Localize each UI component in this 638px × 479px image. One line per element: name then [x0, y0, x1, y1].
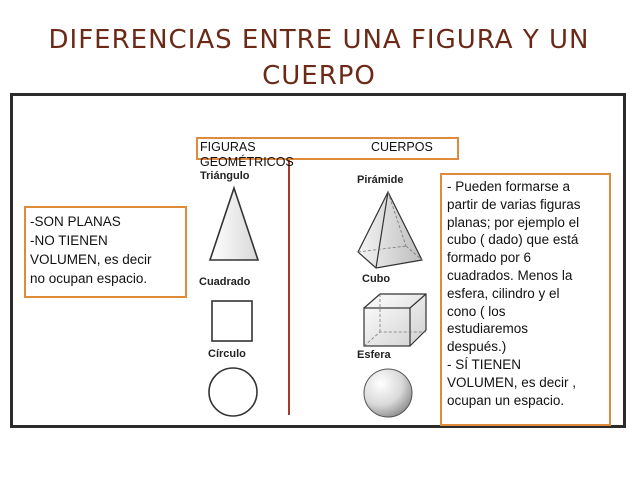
sphere-label: Esfera: [357, 349, 391, 361]
bodies-note-line: formado por 6: [447, 250, 532, 266]
title-line-1: DIFERENCIAS ENTRE UNA FIGURA Y UN CUERPO: [48, 25, 590, 92]
bodies-note-line: después.): [447, 339, 507, 355]
figures-note-line: -SON PLANAS: [30, 214, 121, 229]
bodies-note-line: VOLUMEN, es decir ,: [447, 374, 577, 390]
cube-label: Cubo: [362, 273, 391, 285]
triangle-label: Triángulo: [200, 170, 250, 182]
bodies-note-line: ocupan un espacio.: [447, 392, 565, 408]
bodies-note-line: - SÍ TIENEN: [447, 356, 522, 372]
figures-note-line: no ocupan espacio.: [30, 271, 148, 286]
square-icon: [210, 299, 256, 345]
triangle-icon: [204, 186, 264, 266]
circle-icon: [205, 364, 261, 420]
pyramid-icon: [348, 190, 432, 274]
header-cuerpos: CUERPOS: [371, 140, 433, 154]
bodies-note-line: partir de varias figuras: [447, 196, 581, 212]
cube-icon: [360, 290, 432, 350]
bodies-note-line: estudiaremos: [447, 321, 529, 337]
circle-label: Círculo: [208, 348, 246, 360]
bodies-note-line: cubo ( dado) que está: [447, 232, 579, 248]
header-figuras: FIGURAS GEOMÉTRICOS: [200, 140, 294, 169]
bodies-note-line: planas; por ejemplo el: [447, 214, 580, 230]
sphere-icon: [360, 366, 416, 420]
square-label: Cuadrado: [199, 276, 251, 288]
figures-note-box: [24, 206, 187, 298]
bodies-note-line: cono ( los: [447, 303, 506, 319]
figures-note-line: VOLUMEN, es decir: [30, 252, 152, 267]
bodies-note-line: cuadrados. Menos la: [447, 267, 573, 283]
figures-note-line: -NO TIENEN: [30, 233, 108, 248]
column-divider: [288, 138, 290, 415]
pyramid-label: Pirámide: [357, 174, 404, 186]
bodies-note-line: esfera, cilindro y el: [447, 285, 560, 301]
bodies-note-box: [440, 173, 611, 426]
bodies-note-line: - Pueden formarse a: [447, 179, 571, 194]
